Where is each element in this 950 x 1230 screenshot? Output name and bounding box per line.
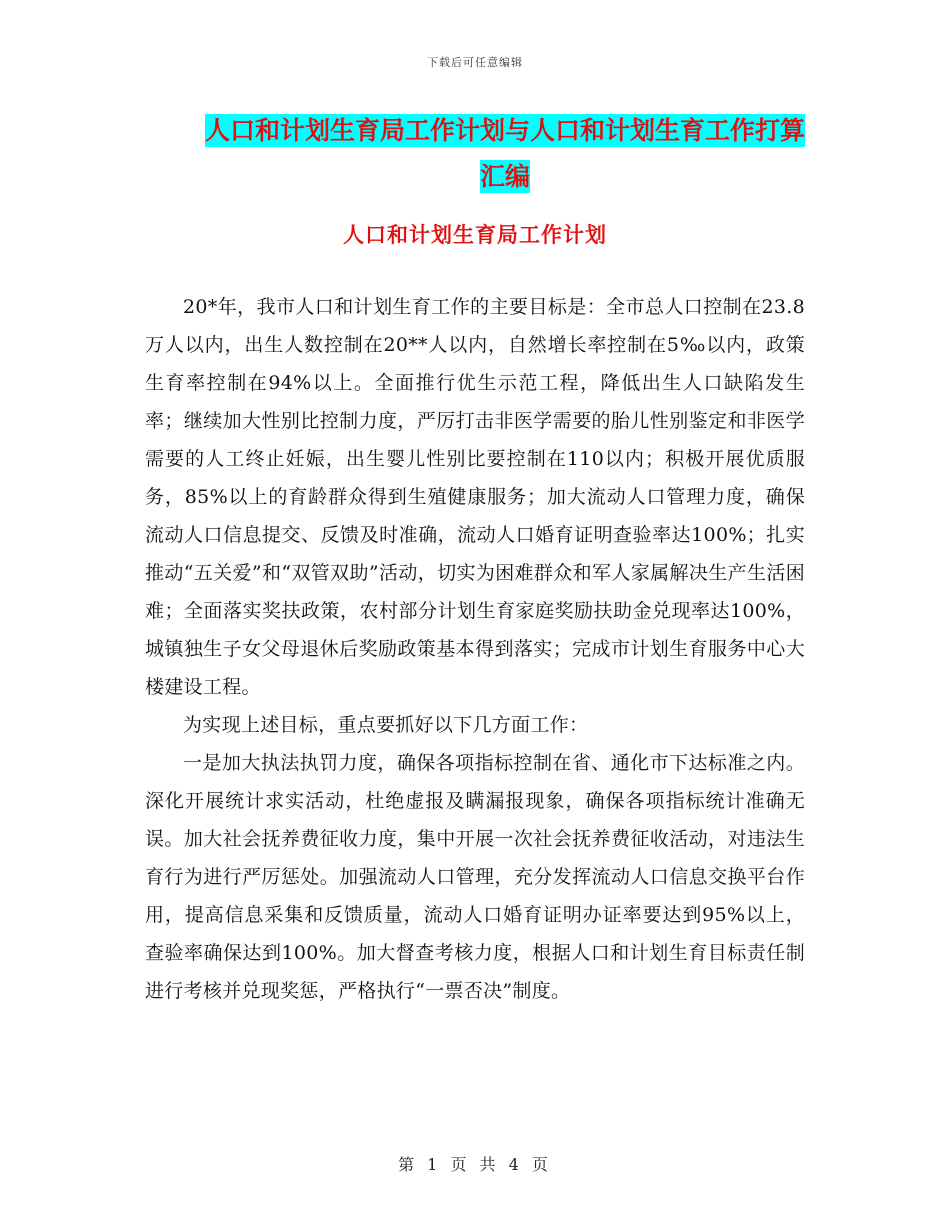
document-body: [145, 288, 805, 1010]
section-title: 人口和计划生育局工作计划: [343, 222, 607, 247]
document-title-text: 人口和计划生育局工作计划与人口和计划生育工作打算汇编: [204, 116, 805, 191]
page-header-note: 下载后可任意编辑: [427, 56, 523, 69]
document-title: [195, 108, 815, 200]
page-number: 第 1 页 共 4 页: [398, 1155, 552, 1174]
body-paragraph: 一是加大执法执罚力度，确保各项指标控制在省、通化市下达标准之内。深化开展统计求实活动，杜绝虚报及瞒漏报现象，确保各项指标统计准确无误。加大社会抚养费征收力度，集中开展一次社会抚养费征收活动，对违法生育行为进行严厉惩处。加强流动人口管理，充分发挥流动人口信息交换平台作用，提高信息采集和反馈质量，流动人口婚育证明办证率要达到95%以上，查验率确保达到100%。加大督查考核力度，根据人口和计划生育目标责任制进行考核并兑现奖惩，严格执行“一票否决”制度。: [145, 752, 805, 1002]
body-paragraph: 20*年，我市人口和计划生育工作的主要目标是：全市总人口控制在23.8万人以内，出生人数控制在20**人以内，自然增长率控制在5‰以内，政策生育率控制在94%以上。全面推行优生示范工程，降低出生人口缺陷发生率；继续加大性别比控制力度，严厉打击非医学需要的胎儿性别鉴定和非医学需要的人工终止妊娠，出生婴儿性别比要控制在110以内；积极开展优质服务，85%以上的育龄群众得到生殖健康服务；加大流动人口管理力度，确保流动人口信息提交、反馈及时准确，流动人口婚育证明查验率达100%；扎实推动“五关爱”和“双管双助”活动，切实为困难群众和军人家属解决生产生活困难；全面落实奖扶政策，农村部分计划生育家庭奖励扶助金兑现率达100%，城镇独生子女父母退休后奖励政策基本得到落实；完成市计划生育服务中心大楼建设工程。: [145, 296, 805, 698]
body-paragraph: 为实现上述目标，重点要抓好以下几方面工作：: [183, 714, 589, 736]
